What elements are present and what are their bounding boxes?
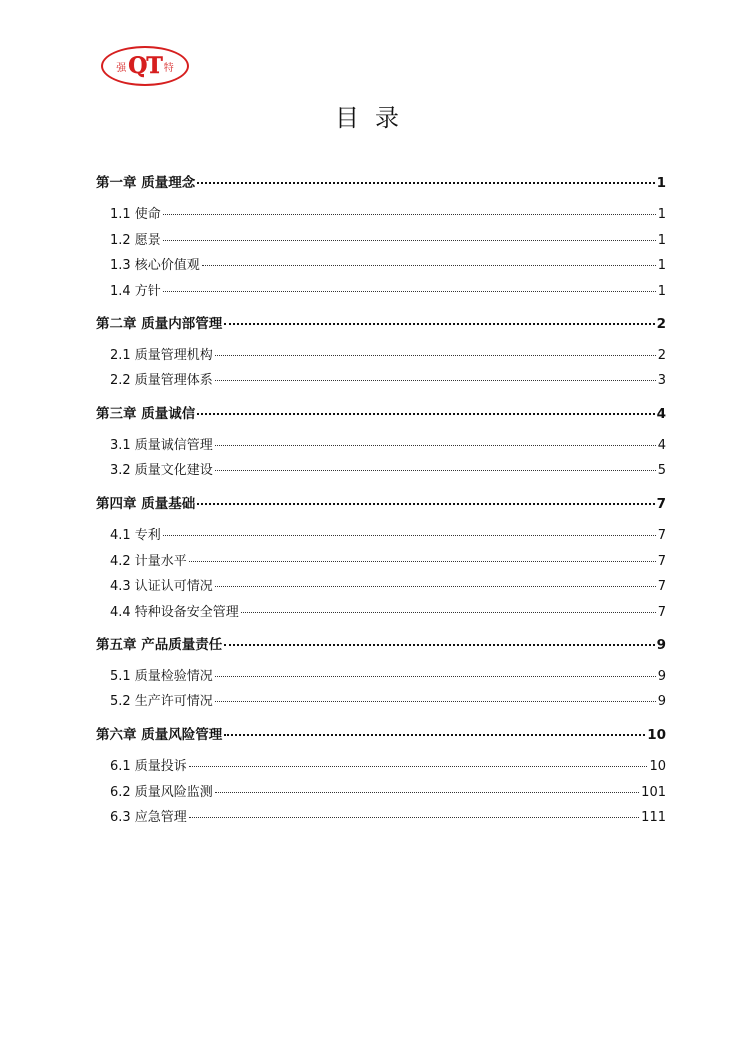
toc-entry-label: 3.1 质量诚信管理	[110, 438, 213, 453]
toc-page-number: 2	[656, 316, 666, 332]
toc-page-number: 1	[657, 207, 666, 222]
logo-mark: QT	[128, 53, 162, 79]
toc-entry-label: 1.1 使命	[110, 207, 161, 222]
dot-leader	[215, 586, 656, 587]
toc-page-number: 4	[657, 438, 666, 453]
toc-section-entry[interactable]	[96, 229, 666, 248]
toc-entry-label: 第六章 质量风险管理	[96, 727, 223, 743]
toc-page-number: 111	[641, 810, 666, 825]
logo-left-char: 强	[116, 62, 127, 74]
toc-section-entry[interactable]	[96, 434, 666, 453]
toc-page-number: 9	[657, 694, 666, 709]
logo-right-char: 特	[163, 62, 174, 74]
toc-entry-label: 3.2 质量文化建设	[110, 463, 213, 478]
toc-section-entry[interactable]	[96, 203, 666, 222]
toc-page-number: 7	[657, 528, 666, 543]
toc-page-number: 10	[649, 759, 666, 774]
dot-leader	[241, 612, 656, 613]
toc-entry-label: 第五章 产品质量责任	[96, 637, 223, 653]
dot-leader	[163, 291, 656, 292]
toc-entry-label: 4.1 专利	[110, 528, 161, 543]
toc-section-entry[interactable]	[96, 254, 666, 273]
toc-chapter-entry[interactable]	[96, 492, 666, 512]
dot-leader	[215, 380, 656, 381]
toc-entry-label: 4.3 认证认可情况	[110, 579, 213, 594]
toc-section-entry[interactable]	[96, 665, 666, 684]
toc-section-entry[interactable]	[96, 344, 666, 363]
toc-entry-label: 5.1 质量检验情况	[110, 669, 213, 684]
toc-entry-label: 4.2 计量水平	[110, 554, 187, 569]
toc-section-entry[interactable]	[96, 459, 666, 478]
toc-section-entry[interactable]	[96, 369, 666, 388]
toc-page-number: 1	[657, 284, 666, 299]
dot-leader	[197, 413, 654, 415]
toc-entry-label: 1.2 愿景	[110, 233, 161, 248]
dot-leader	[215, 355, 656, 356]
dot-leader	[189, 561, 656, 562]
toc-section-entry[interactable]	[96, 806, 666, 825]
toc-entry-label: 1.3 核心价值观	[110, 258, 200, 273]
toc-page-number: 1	[657, 233, 666, 248]
toc-page-number: 7	[656, 496, 666, 512]
toc-page-number: 5	[657, 463, 666, 478]
toc-chapter-entry[interactable]	[96, 402, 666, 422]
toc-page-number: 9	[656, 637, 666, 653]
toc-page-number: 2	[657, 348, 666, 363]
toc-section-entry[interactable]	[96, 575, 666, 594]
toc-chapter-entry[interactable]	[96, 171, 666, 191]
toc-page-number: 1	[656, 175, 666, 191]
dot-leader	[189, 817, 639, 818]
dot-leader	[215, 792, 639, 793]
dot-leader	[163, 214, 656, 215]
dot-leader	[224, 644, 654, 646]
dot-leader	[197, 503, 654, 505]
toc-entry-label: 6.1 质量投诉	[110, 759, 187, 774]
toc-page-number: 7	[657, 605, 666, 620]
toc-entry-label: 1.4 方针	[110, 284, 161, 299]
toc-chapter-entry[interactable]	[96, 312, 666, 332]
toc-page-number: 101	[641, 785, 666, 800]
dot-leader	[202, 265, 656, 266]
toc-page-number: 7	[657, 579, 666, 594]
toc-section-entry[interactable]	[96, 524, 666, 543]
toc-chapter-entry[interactable]	[96, 633, 666, 653]
dot-leader	[163, 240, 656, 241]
dot-leader	[197, 182, 654, 184]
toc-page-number: 1	[657, 258, 666, 273]
toc-page-number: 9	[657, 669, 666, 684]
toc-entry-label: 第一章 质量理念	[96, 175, 196, 191]
dot-leader	[224, 734, 645, 736]
toc-entry-label: 6.2 质量风险监测	[110, 785, 213, 800]
toc-entry-label: 2.1 质量管理机构	[110, 348, 213, 363]
toc-entry-label: 5.2 生产许可情况	[110, 694, 213, 709]
toc-entry-label: 第二章 质量内部管理	[96, 316, 223, 332]
dot-leader	[215, 701, 656, 702]
toc-chapter-entry[interactable]	[96, 723, 666, 743]
company-logo	[101, 46, 189, 86]
dot-leader	[215, 470, 656, 471]
dot-leader	[189, 766, 648, 767]
toc-entry-label: 2.2 质量管理体系	[110, 373, 213, 388]
toc-entry-label: 第四章 质量基础	[96, 496, 196, 512]
toc-page-number: 3	[657, 373, 666, 388]
dot-leader	[215, 445, 656, 446]
toc-section-entry[interactable]	[96, 601, 666, 620]
dot-leader	[215, 676, 656, 677]
toc-page-number: 10	[647, 727, 666, 743]
toc-section-entry[interactable]	[96, 690, 666, 709]
dot-leader	[163, 535, 656, 536]
toc-page-number: 7	[657, 554, 666, 569]
toc-section-entry[interactable]	[96, 781, 666, 800]
toc-entry-label: 6.3 应急管理	[110, 810, 187, 825]
toc-entry-label: 第三章 质量诚信	[96, 406, 196, 422]
page-title: 目录	[335, 104, 415, 132]
toc-section-entry[interactable]	[96, 550, 666, 569]
toc-page-number: 4	[656, 406, 666, 422]
toc-section-entry[interactable]	[96, 280, 666, 299]
toc-section-entry[interactable]	[96, 755, 666, 774]
toc-entry-label: 4.4 特种设备安全管理	[110, 605, 239, 620]
dot-leader	[224, 323, 654, 325]
